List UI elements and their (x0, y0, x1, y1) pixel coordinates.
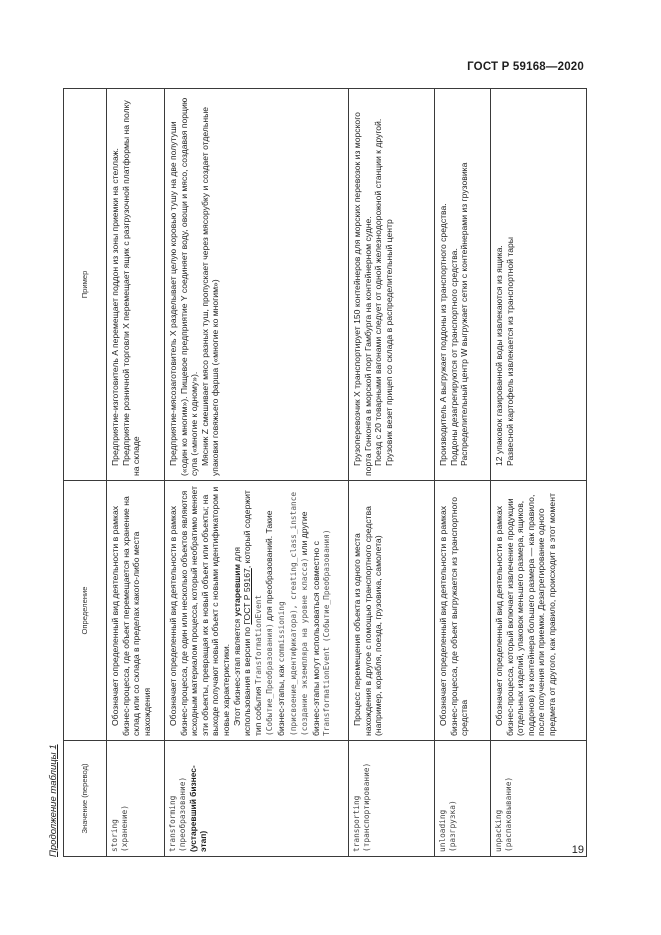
example-text: Грузоперевозчик X транспортирует 150 контейнеров для морских перевозок из морского порта Гонконга в морской порт Гамбурга на контейнерном судне. (352, 112, 373, 476)
code-fragment: TransformationEvent (Событие_Преобразования) (253, 594, 275, 736)
table-row (165, 89, 349, 857)
definition-text: Обозначает определенный вид деятельности в рамках бизнес-процесса, где объект перемещается на хранение на склад или со склада в пределах какого-либо места нахождения (110, 496, 152, 736)
definition-text: Обозначает определенный вид деятельности в рамках бизнес-процесса, который включает извлечение продукции (отдельных изделий, упаковок меньшего размера, ящиков, поддонов) из контейнера большего размера — как правило, после получения или приемки. Дезагрегирование одного предмета от другого, как правило, происходит в этот момент (494, 493, 557, 736)
table-row (349, 89, 435, 857)
example-cell (491, 89, 587, 481)
definition-cell (165, 481, 349, 741)
example-text: Мясник Z смешивает мясо разных туш, пропускает через мясорубку и создает отдельные упаковки говяжьего фарша («многие ко многим») (199, 106, 221, 476)
code-fragment: TransformationEvent (Событие_Преобразования) (322, 529, 332, 736)
example-text: Производитель A выгружает поддоны из транспортного средства. (438, 203, 448, 466)
example-text: Поддоны дезагрегируются от транспортного средства. (448, 248, 459, 466)
column-header-value: Значение (перевод) (64, 741, 107, 857)
example-text: Поезд с 20 товарными вагонами следует от одной железнодорожной станции к другой. (373, 118, 384, 466)
table-row (107, 89, 165, 857)
term: storing (110, 819, 119, 852)
value-cell (349, 741, 435, 857)
term-translation: (хранение) (120, 805, 129, 852)
term-translation: (преобразование) (178, 776, 187, 852)
example-cell (107, 89, 165, 481)
example-text: Грузовик везет прицеп со склада в распределительный центр (383, 219, 394, 466)
definition-cell (491, 481, 587, 741)
table-header-row (64, 89, 107, 857)
term-translation: (распаковывание) (504, 776, 513, 852)
definition-cell (435, 481, 491, 741)
example-text: Развесной картофель извлекается из транспортной тары (504, 237, 515, 466)
term-translation: (разгрузка) (448, 800, 457, 852)
value-cell (491, 741, 587, 857)
term-note: (устаревший бизнес-этап) (188, 765, 208, 852)
term: unloading (438, 809, 447, 852)
term: transforming (168, 795, 177, 852)
definition-cell (349, 481, 435, 741)
rotated-table-area (48, 89, 588, 857)
definition-text: Процесс перемещения объекта из одного места нахождения в другое с помощью транспортного средства (например, корабля, поезда, грузовика, самолета) (352, 506, 384, 736)
definition-text: Обозначает определенный вид деятельности в рамках бизнес-процесса, где объект выгружается из транспортного средства (438, 496, 470, 736)
example-cell (165, 89, 349, 481)
document-code: ГОСТ Р 59168—2020 (467, 61, 584, 73)
definition-text: Обозначает определенный вид деятельности в рамках бизнес-процесса, где один или несколько объектов являются исходным материалом процесса, который необратимо меняет эти объекты, превращая их в новый объект или объекты; на выходе получают новый объект с новыми идентификатором и новые характеристики. (168, 486, 231, 736)
continuation-label: Продолжение таблицы 1 (48, 744, 59, 857)
definitions-table (63, 88, 587, 857)
value-cell (165, 741, 349, 857)
column-header-example: Пример (64, 89, 107, 481)
example-text: Предприятие розничной торговли X перемещает ящик с разгрузочной платформы на полку на складе (120, 100, 142, 476)
example-cell (435, 89, 491, 481)
column-header-definition: Определение (64, 481, 107, 741)
value-cell (435, 741, 491, 857)
table-row (491, 89, 587, 857)
example-cell (349, 89, 435, 481)
definition-note: Этот бизнес-этап является устаревшим для использования в версии по ГОСТ Р 59167, который содержит тип события TransformationEvent (Событие_Преобразования) для преобразований. Такие бизнес-этапы, как commissioning (присвоение_идентификатора), creating_class_instance (создание экземпляра на уровне класса) или другие бизнес-этапы могут использоваться совместно с TransformationEvent (Событие_Преобразования) (231, 490, 332, 736)
example-text: Распределительный центр W выгружает сетки с контейнерами из грузовика (459, 162, 470, 466)
example-text: Предприятие-изготовитель A перемещает поддон из зоны приемки на стеллаж. (110, 148, 120, 466)
standard-reference-link[interactable]: ГОСТ Р 59167 (242, 568, 253, 625)
value-cell (107, 741, 165, 857)
code-fragment: commissioning (присвоение_идентификатора), creating_class_instance (создание экземпляра на уровне класса) (276, 491, 310, 736)
example-text: Предприятие-мясозаготовитель X разделывает целую коровью тушу на две полутуши («один ко многим»). Пищевое предприятие Y соединяет воду, овощи и мясо, создавая порцию супа («многие к одному»). (168, 97, 200, 476)
page-number: 19 (571, 844, 584, 856)
example-text: 12 упаковок газированной воды извлекаются из ящика. (494, 245, 504, 466)
definition-cell (107, 481, 165, 741)
term: unpacking (494, 809, 503, 852)
term: transporting (352, 795, 361, 852)
table-row (435, 89, 491, 857)
term-translation: (транспортирование) (362, 762, 371, 852)
